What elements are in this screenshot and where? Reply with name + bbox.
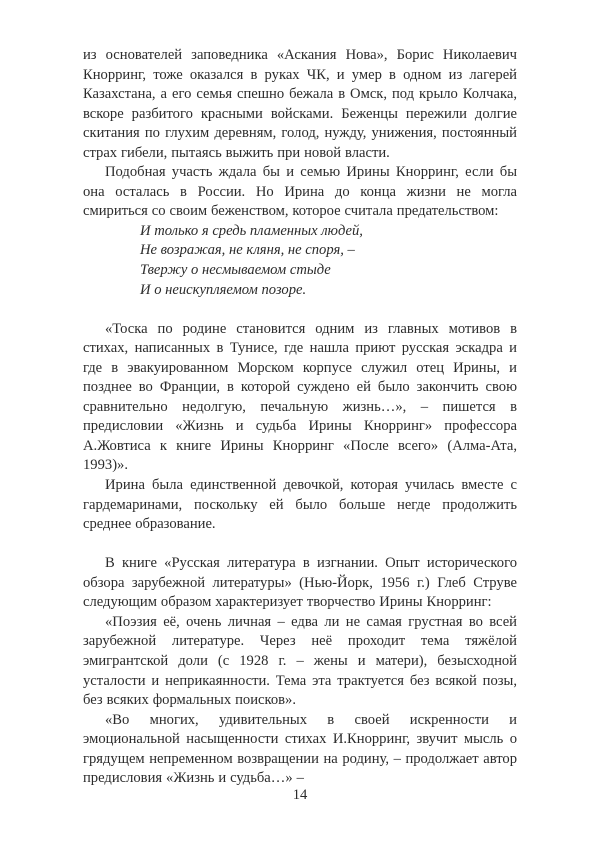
paragraph-podobnaya-uchast: Подобная участь ждала бы и семью Ирины Кнорринг, если бы она осталась в России. Но Ирина до конца жизни не могла смириться со своим беженством, которое считала предательством:	[83, 164, 517, 220]
paragraph-v-knige-russkaya-literatura: В книге «Русская литература в изгнании. Опыт исторического обзора зарубежной литературы» (Нью-Йорк, 1956 г.) Глеб Струве следующим образом характеризует творчество Ирины Кнорринг:	[83, 555, 517, 611]
verse-block	[83, 222, 517, 300]
verse-line: И о неискупляемом позоре.	[140, 281, 307, 298]
paragraph-continuation-knorring-family: из основателей заповедника «Аскания Нова», Борис Николаевич Кнорринг, тоже оказался в руках ЧК, и умер в одном из лагерей Казахстана, а его семья спешно бежала в Омск, под крыло Колчака, вскоре разбитого красными войсками. Беженцы пережили долгие скитания по глухим деревням, голод, нужду, унижения, постоянный страх гибели, пытаясь выжить при новой власти.	[83, 47, 517, 161]
paragraph-irina-edinstvennaya-devochka: Ирина была единственной девочкой, которая училась вместе с гардемаринами, поскольку ей было больше негде продолжить среднее образование.	[83, 477, 517, 533]
page-number: 14	[292, 787, 308, 803]
verse-line: Твержу о несмываемом стыде	[140, 262, 331, 279]
verse-line: Не возражая, не кляня, не споря, –	[140, 242, 355, 259]
verse-line: И только я средь пламенных людей,	[140, 222, 363, 239]
paragraph-poeziya-eyo: «Поэзия её, очень личная – едва ли не самая грустная во всей зарубежной литературе. Через неё проходит тема тяжёлой эмигрантской доли (с 1928 г. – жены и матери), безысходной усталости и неприкаянности. Тема эта трактуется без всякой позы, без всяких формальных поисков».	[83, 613, 517, 709]
paragraph-vo-mnogikh: «Во многих, удивительных в своей искренности и эмоциональной насыщенности стихах И.Кнорринг, звучит мысль о грядущем непременном возвращении на родину, – продолжает автор предисловия «Жизнь и судьба…» –	[83, 711, 517, 787]
text-column	[83, 46, 517, 789]
paragraph-toska-po-rodine: «Тоска по родине становится одним из главных мотивов в стихах, написанных в Тунисе, где нашла приют русская эскадра и где в эвакуированном Морском корпусе служил отец Ирины, и позднее во Франции, в которой суждено ей было закончить свою сравнительно недолгую, печальную жизнь…», – пишется в предисловии «Жизнь и судьба Ирины Кнорринг» профессора А.Жовтиса к книге Ирины Кнорринг «После всего» (Алма-Ата, 1993)».	[83, 320, 517, 474]
